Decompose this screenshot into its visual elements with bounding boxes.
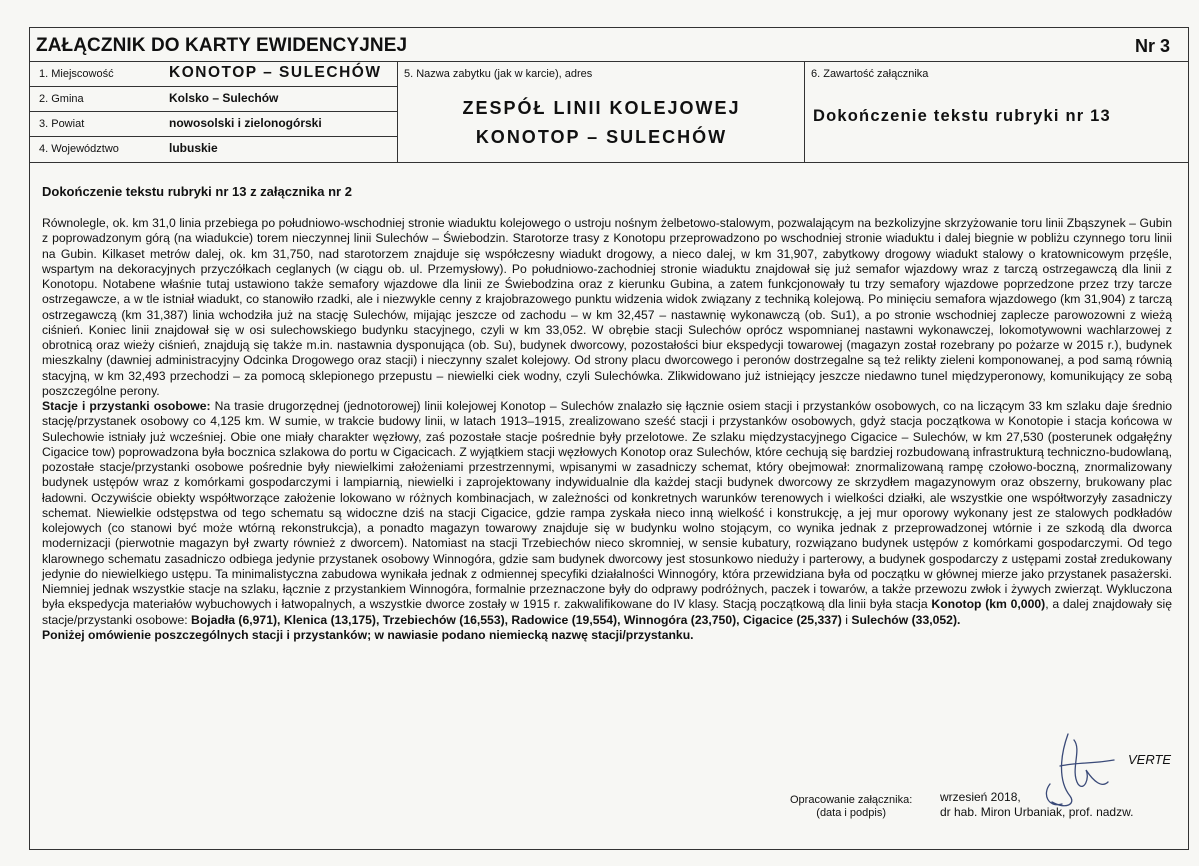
location-fields: [29, 62, 398, 162]
field-commune: [29, 87, 398, 112]
station-start: Konotop (km 0,000): [931, 597, 1046, 612]
contents-value: Dokończenie tekstu rubryki nr 13: [813, 107, 1111, 125]
prepared-label-line1: Opracowanie załącznika:: [790, 794, 913, 806]
field-value: KONOTOP – SULECHÓW: [169, 64, 382, 81]
paragraph-text: Na trasie drugorzędnej (jednotorowej) linii kolejowej Konotop – Sulechów znalazło się łącznie osiem stacji i przystanków osobowych, co na liczącym 33 km szlaku daje średnio stację/przystanek osobowy co 4,125 km. W sumie, w trakcie budowy linii, w latach 1913–1915, zrealizowano sześć stacji i przystanków osobowych, gdyż stacja początkowa w Konotopie i stacja końcowa w Sulechowie istniały już wcześniej. Obie one miały charakter węzłowy, zaś pozostałe stacje pośrednie były przelotowe. Ze szlaku międzystacyjnego Cigacice – Sulechów, w km 27,530 (posterunek odgałęźny Cigacice tow) poprowadzona była bocznica szlakowa do portu w Cigacicach. Z wyjątkiem stacji węzłowych Konotop oraz Sulechów, które cechują się bardziej rozbudowaną infrastrukturą techniczno-budowlaną, pozostałe stacje/przystanki osobowe pośrednie były niewielkimi założeniami przestrzennymi, wpisanymi w zasadniczy schemat, który obejmował: znormalizowaną rampę czołowo-boczną, znormalizowany budynek ustępów wraz z komórkami gospodarczymi i lampiarnią, niewielki i zaprojektowany indywidualnie dla każdej stacji budynek dworcowy ze skrzydłem magazynowym oraz obszerny, brukowany plac ładowni. Oczywiście obiekty współtworzące założenie lokowano w różnych kombinacjach, w zależności od konkretnych warunków terenowych i wielkości działki, ale wszystkie one współtworzyły zasadniczy schemat. Niewielkie odstępstwa od tego schematu są widoczne dziś na stacji Cigacice, gdzie rampa zyskała nieco inną wielkość i konstrukcję, a jej mur oporowy wykonany jest ze stalowych podkładów kolejowych (co stanowi być może wtórną rekonstrukcja), a ponadto magazyn towarowy znajduje się w budynku wolno stojącym, co wynika jednak z przeprowadzonej wtórnie i ze szkodą dla dworca modernizacji (pierwotnie magazyn był zwarty również z dworcem). Natomiast na stacji Trzebiechów nieco skromniej, w sensie kubatury, rozwiązano budynek ustępów z komórkami gospodarczymi. Od tego klarownego schematu zasadniczo odbiega jedynie przystanek osobowy Winnogóra, gdzie sam budynek dworcowy jest stosunkowo nieduży i parterowy, a budynek gospodarczy z ustępami został zredukowany jedynie do niewielkiego ustępu. Ta minimalistyczna zabudowa wynikała jednak z odmiennej specyfiki działalności Winnogóry, która przewidziana była od początku w głównej mierze jako przystanek pasażerski. Niemniej jednak wszystkie stacje na szlaku, łącznie z przystankiem Winnogóra, formalnie przeznaczone były do odprawy podróżnych, paczek i towarów, a także przewozu zwłok i żywych zwierząt. Wykluczona była ekspedycja materiałów wybuchowych i łatwopalnych, a wszystkie dworce zostały w 1915 r. zakwalifikowane do IV klasy. Stacją początkową dla linii była stacja: [42, 399, 1173, 612]
field-value: lubuskie: [169, 141, 218, 155]
field-locality: [29, 62, 398, 87]
contents-cell: [805, 62, 1189, 162]
paragraph-lead: Stacje i przystanki osobowe:: [42, 399, 211, 413]
field-label: 2. Gmina: [39, 93, 84, 105]
field-county: [29, 112, 398, 137]
station-end: Sulechów (33,052).: [851, 612, 961, 627]
header-table: [29, 61, 1189, 163]
field-label: 1. Miejscowość: [39, 68, 114, 80]
document-title: ZAŁĄCZNIK DO KARTY EWIDENCYJNEJ: [36, 35, 408, 56]
paragraph: Równolegle, ok. km 31,0 linia przebiega po południowo-wschodniej stronie wiaduktu kolejowego o ustroju nośnym żelbetowo-stalowym, pozwalającym na bezkolizyjne skrzyżowanie toru linii Zbąszynek – Gubin z poprowadzonym górą (na wiadukcie) torem nieczynnej linii Sulechów – Świebodzin. Starotorze trasy z Konotopu przeprowadzono po wschodniej stronie wiaduktu i dalej biegnie w pobliżu czynnego toru linii na Gubin. Kilkaset metrów dalej, ok. km 31,750, nad starotorzem znajduje się współczesny wiadukt drogowy, a nieco dalej, w km 31,907, zabytkowy drogowy wiadukt stalowy o kratownicowym przęśle, wspartym na dekoracyjnych przyczółkach ceglanych (w ciągu ob. ul. Przemysłowy). Po południowo-zachodniej stronie wiaduktu znajdował się już semafor wjazdowy wraz z tarczą ostrzegawczą dla linii z Konotopu. Notabene właśnie tutaj ustawiono także semafory wjazdowe dla linii ze Świebodzina oraz z kierunku Gubina, a zatem funkcjonowały tu trzy semafory wjazdowe poprzedzone przez trzy tarcze ostrzegawcze, a w tle istniał wiadukt, co stanowiło rzadki, ale i niezwykle cenny z krajobrazowego punktu widzenia widok związany z techniką kolejową. Po minięciu semafora wjazdowego (km 31,904) z tarczą ostrzegawczą (km 31,387) linia wchodziła już na stację Sulechów, mijając jeszcze od zachodu – w km 32,457 – nastawnię wykonawczą (ob. Su1), a po stronie wschodniej zaplecze parowozowni z wieżą ciśnień. Koniec linii znajdował się w osi sulechowskiego budynku stacyjnego, czyli w km 33,052. W obrębie stacji Sulechów oprócz wspomnianej nastawni wykonawczej, lokomotywowni wachlarzowej z obrotnicą oraz wieży ciśnień, znajdują się także m.in. nastawnia dysponująca (ob. Su), budynek dworcowy, pozostałości biur ekspedycji towarowej (magazyn został rozebrany po pożarze w 2015 r.), budynek mieszkalny (dawniej administracyjny Odcinka Drogowego oraz stacji) i nieczynny szalet kolejowy. Od strony placu dworcowego i peronów dostrzegalne są też relikty zieleni komponowanej, a pod samą równią stacyjną, w km 32,493 przechodzi – za pomocą sklepionego przepustu – niewielki ciek wodny, czyli Sulechówka. Zlikwidowano już istniejący jeszcze niedawno tunel międzyperonowy, komunikujący ze sobą poszczególne perony.: [42, 216, 1172, 398]
field-voivodeship: [29, 137, 398, 162]
field-value: nowosolski i zielonogórski: [169, 116, 322, 130]
body-text: [42, 216, 1172, 643]
field-label: 3. Powiat: [39, 118, 85, 130]
paragraph-text: , a dalej znajdowały się stacje/przystanki osobowe:: [42, 597, 1172, 627]
prepared-date: wrzesień 2018,: [940, 790, 1021, 804]
field-value: Kolsko – Sulechów: [169, 91, 279, 105]
prepared-label: [790, 794, 912, 820]
prepared-author: dr hab. Miron Urbaniak, prof. nadzw.: [940, 805, 1134, 819]
contents-label: 6. Zawartość załącznika: [811, 68, 929, 80]
paragraph: [42, 399, 1172, 628]
monument-name-line1: ZESPÓŁ LINII KOLEJOWEJ: [462, 98, 741, 118]
prepared-label-line2: (data i podpis): [816, 807, 886, 819]
signature-icon: [1030, 726, 1120, 816]
field-label: 4. Województwo: [39, 143, 119, 155]
station-list: Bojadła (6,971), Klenica (13,175), Trzebiechów (16,553), Radowice (19,554), Winnogóra (23,750), Cigacice (25,337): [191, 612, 842, 627]
document-number: Nr 3: [1134, 36, 1170, 56]
closing-note: Poniżej omówienie poszczególnych stacji i przystanków; w nawiasie podano niemiecką nazwę stacji/przystanku.: [42, 627, 694, 642]
monument-name-cell: [398, 62, 805, 162]
section-title: Dokończenie tekstu rubryki nr 13 z załącznika nr 2: [42, 184, 352, 199]
monument-name-line2: KONOTOP – SULECHÓW: [475, 127, 728, 147]
monument-label: 5. Nazwa zabytku (jak w karcie), adres: [404, 68, 593, 80]
paragraph-text: i: [841, 612, 852, 627]
verte-note: VERTE: [1128, 752, 1172, 767]
